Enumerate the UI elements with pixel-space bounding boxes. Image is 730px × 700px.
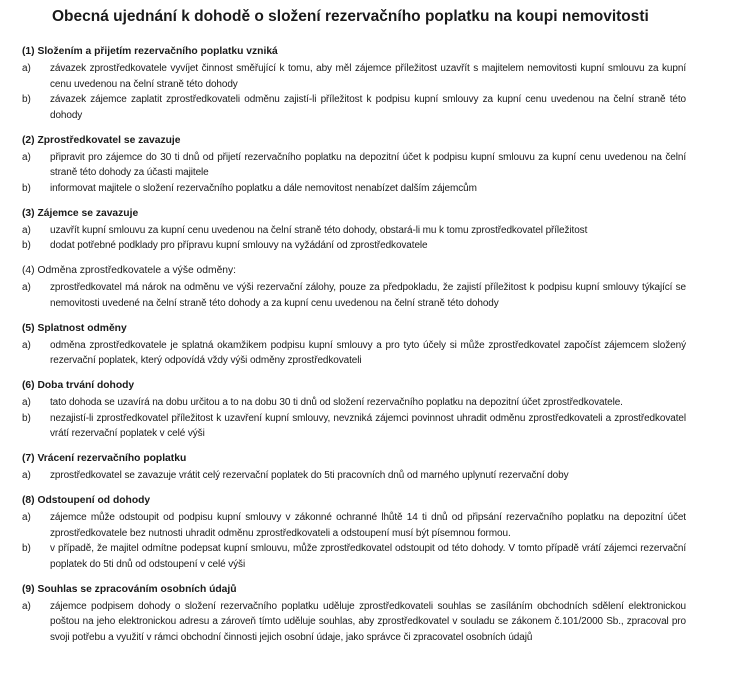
clause-letter: a) — [22, 151, 31, 163]
clause-item — [22, 411, 686, 442]
section-8 — [22, 493, 686, 572]
section-heading: (4) Odměna zprostředkovatele a výše odměny: — [22, 265, 237, 276]
clause-item — [22, 223, 686, 239]
clause-text: tato dohoda se uzavírá na dobu určitou a to na dobu 30 ti dnů od složení rezervačního poplatku na depozitní účet zprostředkovatele. — [50, 397, 623, 408]
clause-item — [22, 61, 686, 92]
section-9 — [22, 582, 686, 646]
section-5 — [22, 321, 686, 369]
clause-letter: b) — [22, 240, 31, 251]
section-heading: (2) Zprostředkovatel se zavazuje — [22, 134, 181, 146]
clause-item — [22, 92, 686, 123]
section-3 — [22, 206, 686, 254]
clause-letter: a) — [22, 282, 31, 293]
clause-item — [22, 280, 686, 311]
clause-text: zájemce může odstoupit od podpisu kupní smlouvy v zákonné ochranné lhůtě 14 ti dnů od připsání rezervačního poplatku na depozitní účet zprostředkovatele bez nutnosti uhradit odměnu zprostředkovateli a odstoupení musí být písemnou formou. — [50, 512, 686, 539]
clause-letter: b) — [22, 182, 31, 194]
clause-text: zprostředkovatel se zavazuje vrátit celý rezervační poplatek do 5ti pracovních dnů od marného uplynutí rezervační doby — [50, 470, 569, 481]
clause-item — [22, 181, 686, 197]
clause-item — [22, 150, 686, 181]
clause-letter: a) — [22, 397, 31, 408]
clause-letter: a) — [22, 512, 31, 523]
clause-text: informovat majitele o složení rezervačního poplatku a dále nemovitost nenabízet dalším zájemcům — [50, 182, 477, 194]
clause-letter: b) — [22, 412, 31, 424]
clause-text: zprostředkovatel má nárok na odměnu ve výši rezervační zálohy, pouze za předpokladu, že zajistí příležitost k podpisu kupní smlouvy týkající se nemovitosti uvedené na čelní straně této dohody a za kupní cenu uvedenou na čelní straně této dohody — [50, 282, 686, 309]
section-heading: (7) Vrácení rezervačního poplatku — [22, 453, 187, 464]
clause-text: závazek zprostředkovatele vyvíjet činnost směřující k tomu, aby měl zájemce příležitost uzavřít s majitelem nemovitosti kupní smlouvu za kupní cenu uvedenou na čelní straně této dohody — [50, 63, 686, 90]
clause-text: závazek zájemce zaplatit zprostředkovateli odměnu zajistí-li příležitost k podpisu kupní smlouvy za kupní cenu uvedenou na čelní straně této dohody — [50, 94, 686, 121]
clause-letter: a) — [22, 339, 31, 351]
clause-letter: a) — [22, 63, 31, 74]
clause-letter: a) — [22, 224, 31, 236]
clause-item — [22, 338, 686, 369]
section-6 — [22, 378, 686, 442]
clause-item — [22, 541, 686, 572]
section-2 — [22, 133, 686, 197]
section-1 — [22, 44, 686, 123]
clause-text: uzavřít kupní smlouvu za kupní cenu uvedenou na čelní straně této dohody, obstará-li mu k tomu zprostředkovatel příležitost — [50, 224, 588, 236]
section-7 — [22, 451, 686, 484]
clause-item — [22, 599, 686, 646]
clause-letter: b) — [22, 543, 31, 554]
section-heading: (9) Souhlas se zpracováním osobních údajů — [22, 583, 237, 595]
section-heading: (6) Doba trvání dohody — [22, 380, 135, 391]
clause-text: zájemce podpisem dohody o složení rezervačního poplatku uděluje zprostředkovateli souhlas se zasíláním obchodních sdělení elektronickou poštou na jeho elektronickou adresu a zároveň tímto uděluje souhlas, aby zprostředkovatel v souladu se zákonem č.101/2000 Sb., zpracoval pro svoji potřebu a využití v rámci obchodní činnosti jejich osobní údaje, jako správce či zpracovatel osobních údajů — [50, 600, 686, 643]
clause-item — [22, 238, 686, 254]
clause-text: připravit pro zájemce do 30 ti dnů od přijetí rezervačního poplatku na depozitní účet k podpisu kupní smlouvu za kupní cenu uvedenou na čelní straně této dohody za účasti majitele — [50, 151, 686, 178]
clause-letter: b) — [22, 94, 31, 105]
clause-text: nezajistí-li zprostředkovatel příležitost k uzavření kupní smlouvy, nevzniká zájemci povinnost uhradit odměnu zprostředkovateli a zprostředkovatel vrátí rezervační poplatek v celé výši — [50, 412, 686, 439]
sections-container — [22, 44, 686, 655]
section-4 — [22, 263, 686, 311]
section-heading: (8) Odstoupení od dohody — [22, 495, 151, 506]
clause-text: v případě, že majitel odmítne podepsat kupní smlouvu, může zprostředkovatel odstoupit od této dohody. V tomto případě vrátí zájemci rezervační poplatek do 5ti dnů od odstoupení v celé výši — [50, 543, 686, 570]
section-heading: (3) Zájemce se zavazuje — [22, 207, 139, 219]
clause-item — [22, 468, 686, 484]
clause-letter: a) — [22, 470, 31, 481]
clause-item — [22, 395, 686, 411]
clause-letter: a) — [22, 600, 31, 612]
clause-item — [22, 510, 686, 541]
document-title: Obecná ujednání k dohodě o složení rezervačního poplatku na koupi nemovitosti — [52, 8, 649, 25]
section-heading: (1) Složením a přijetím rezervačního poplatku vzniká — [22, 46, 278, 57]
clause-text: odměna zprostředkovatele je splatná okamžikem podpisu kupní smlouvy a pro tyto účely si může zprostředkovatel započíst zájemcem složený rezervační poplatek, který odpovídá vždy výši odměny zprostředkovateli — [50, 339, 686, 366]
section-heading: (5) Splatnost odměny — [22, 322, 127, 334]
clause-text: dodat potřebné podklady pro přípravu kupní smlouvy na vyžádání od zprostředkovatele — [50, 240, 428, 251]
